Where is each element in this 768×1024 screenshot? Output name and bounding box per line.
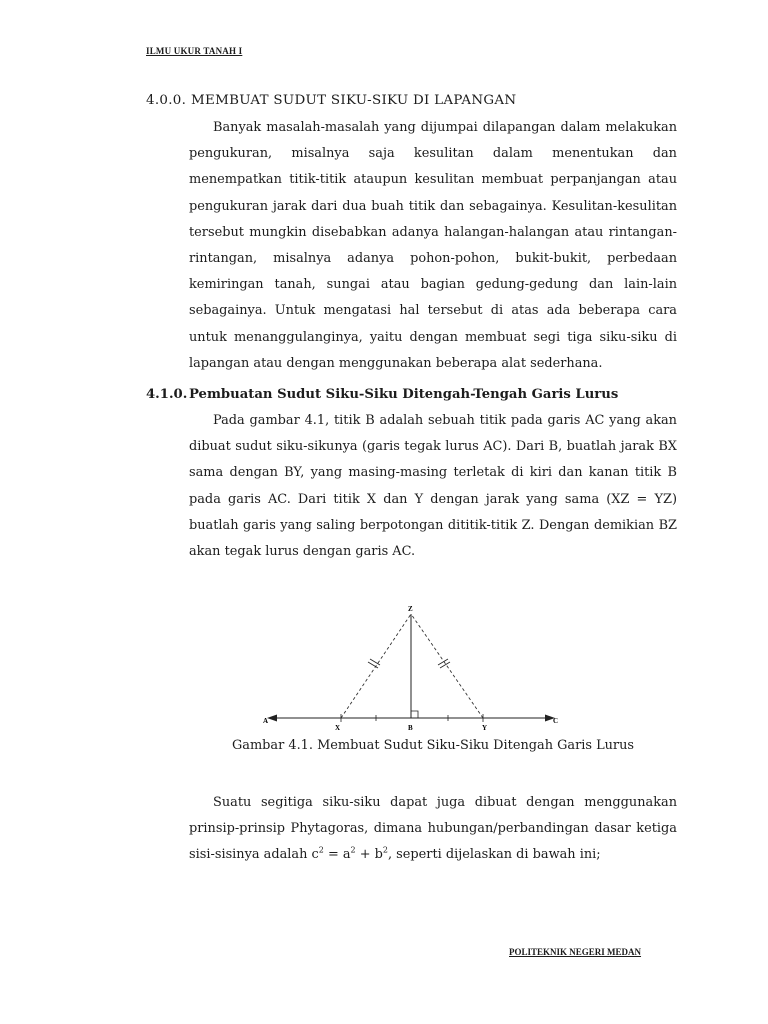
formula-c: c (311, 847, 319, 863)
label-z: Z (408, 605, 413, 613)
figure-4-1-diagram (255, 598, 575, 733)
section-2-paragraph (189, 408, 677, 565)
pythagoras-text: Suatu segitiga siku-siku dapat juga dibuat dengan menggunakan prinsip-prinsip Phytagoras, dimana hubungan/perbandingan dasar ketiga sisi-sisinya adalah (189, 795, 677, 863)
right-angle-mark (411, 711, 418, 718)
formula-plus: + b (355, 847, 383, 863)
subsection-number: 4.1.0. (146, 387, 188, 402)
equal-mark-xz (368, 659, 380, 668)
section-1-paragraph (189, 115, 677, 377)
label-b: B (408, 724, 413, 732)
section-title: MEMBUAT SUDUT SIKU-SIKU DI LAPANGAN (191, 93, 517, 108)
section-2-text: Pada gambar 4.1, titik B adalah sebuah titik pada garis AC yang akan dibuat sudut siku-sikunya (garis tegak lurus AC). Dari B, buatlah jarak BX sama dengan BY, yang masing-masing terletak di kiri dan kanan titik B pada garis AC. Dari titik X dan Y dengan jarak yang sama (XZ = YZ) buatlah garis yang saling berpotongan dititik-titik Z. Dengan demikian BZ akan tegak lurus dengan garis AC. (189, 413, 677, 560)
equal-mark-yz (438, 659, 450, 668)
label-a: A (263, 717, 269, 725)
page-header: ILMU UKUR TANAH I (146, 46, 243, 56)
line-xz (341, 614, 411, 718)
formula-eq: = a (323, 847, 351, 863)
exponent-c: 2 (318, 846, 324, 856)
arrow-a (267, 715, 277, 722)
section-heading-4-1-0 (146, 387, 686, 402)
exponent-a: 2 (350, 846, 356, 856)
figure-caption: Gambar 4.1. Membuat Sudut Siku-Siku Ditengah Garis Lurus (231, 738, 635, 753)
exponent-b: 2 (382, 846, 388, 856)
label-y: Y (482, 724, 488, 732)
section-heading-4-0-0 (146, 93, 686, 108)
label-c: C (553, 717, 559, 725)
section-number: 4.0.0. (146, 93, 187, 108)
section-1-text: Banyak masalah-masalah yang dijumpai dilapangan dalam melakukan pengukuran, misalnya saja kesulitan dalam menentukan dan menempatkan titik-titik ataupun kesulitan membuat perpanjangan atau pengukuran jarak dari dua buah titik dan sebagainya. Kesulitan-kesulitan tersebut mungkin disebabkan adanya halangan-halangan atau rintangan-rintangan, misalnya adanya pohon-pohon, bukit-bukit, perbedaan kemiringan tanah, sungai atau bagian gedung-gedung dan lain-lain sebagainya. Untuk mengatasi hal tersebut di atas ada beberapa cara untuk menanggulanginya, yaitu dengan membuat segi tiga siku-siku di lapangan atau dengan menggunakan beberapa alat sederhana. (189, 120, 677, 371)
line-yz (411, 614, 483, 718)
subsection-title: Pembuatan Sudut Siku-Siku Ditengah-Tengah Garis Lurus (189, 387, 619, 402)
pythagoras-paragraph (189, 790, 677, 869)
pythagoras-text-end: , seperti dijelaskan di bawah ini; (387, 847, 601, 863)
page-footer: POLITEKNIK NEGERI MEDAN (509, 947, 642, 957)
label-x: X (335, 724, 341, 732)
